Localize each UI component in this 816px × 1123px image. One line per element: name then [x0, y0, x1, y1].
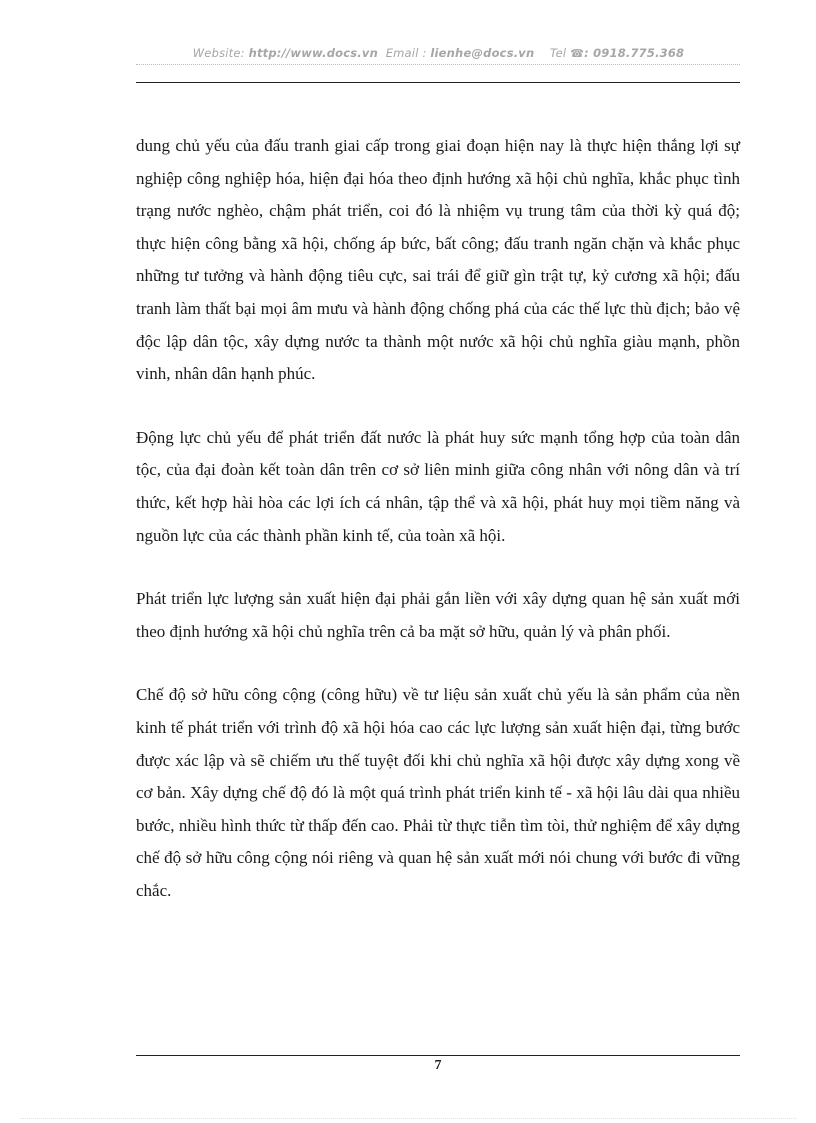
page-number: 7 — [434, 1058, 442, 1073]
email-label: Email : — [385, 46, 427, 60]
page-bottom-dotted-edge — [20, 1118, 796, 1119]
body-text — [136, 130, 740, 938]
phone-icon: ☎ — [570, 47, 585, 60]
paragraph: Động lực chủ yếu để phát triển đất nước là phát huy sức mạnh tổng hợp của toàn dân tộc, của đại đoàn kết toàn dân trên cơ sở liên minh giữa công nhân với nông dân và trí thức, kết hợp hài hòa các lợi ích cá nhân, tập thể và xã hội, phát huy mọi tiềm năng và nguồn lực của các thành phần kinh tế, của toàn xã hội. — [136, 427, 740, 545]
paragraph: Phát triển lực lượng sản xuất hiện đại phải gắn liền với xây dựng quan hệ sản xuất mới theo định hướng xã hội chủ nghĩa trên cả ba mặt sở hữu, quản lý và phân phối. — [136, 589, 740, 641]
website-label: Website: — [192, 46, 245, 60]
website-url: http://www.docs.vn — [248, 46, 378, 60]
paragraph: Chế độ sở hữu công cộng (công hữu) về tư liệu sản xuất chủ yếu là sản phẩm của nền kinh tế phát triển với trình độ xã hội hóa cao các lực lượng sản xuất hiện đại, từng bước được xác lập và sẽ chiếm ưu thế tuyệt đối khi chủ nghĩa xã hội được xây dựng xong về cơ bản. Xây dựng chế độ đó là một quá trình phát triển kinh tế - xã hội lâu dài qua nhiều bước, nhiều hình thức từ thấp đến cao. Phải từ thực tiễn tìm tòi, thử nghiệm để xây dựng chế độ sở hữu công cộng nói riêng và quan hệ sản xuất mới nói chung với bước đi vững chắc. — [136, 685, 740, 900]
email-value: lienhe@docs.vn — [430, 46, 535, 60]
footer-rule — [136, 1055, 740, 1056]
header-rule — [136, 82, 740, 83]
page-header — [137, 46, 740, 60]
paragraph: dung chủ yếu của đấu tranh giai cấp trong giai đoạn hiện nay là thực hiện thắng lợi sự nghiệp công nghiệp hóa, hiện đại hóa theo định hướng xã hội chủ nghĩa, khắc phục tình trạng nước nghèo, chậm phát triển, coi đó là nhiệm vụ trung tâm của thời kỳ quá độ; thực hiện công bằng xã hội, chống áp bức, bất công; đấu tranh ngăn chặn và khắc phục những tư tưởng và hành động tiêu cực, sai trái để giữ gìn trật tự, kỷ cương xã hội; đấu tranh làm thất bại mọi âm mưu và hành động chống phá của các thế lực thù địch; bảo vệ độc lập dân tộc, xây dựng nước ta thành một nước xã hội chủ nghĩa giàu mạnh, phồn vinh, nhân dân hạnh phúc. — [136, 136, 740, 384]
header-dotted-rule — [136, 64, 740, 65]
tel-value: : 0918.775.368 — [584, 46, 685, 60]
tel-label: Tel — [549, 46, 567, 60]
